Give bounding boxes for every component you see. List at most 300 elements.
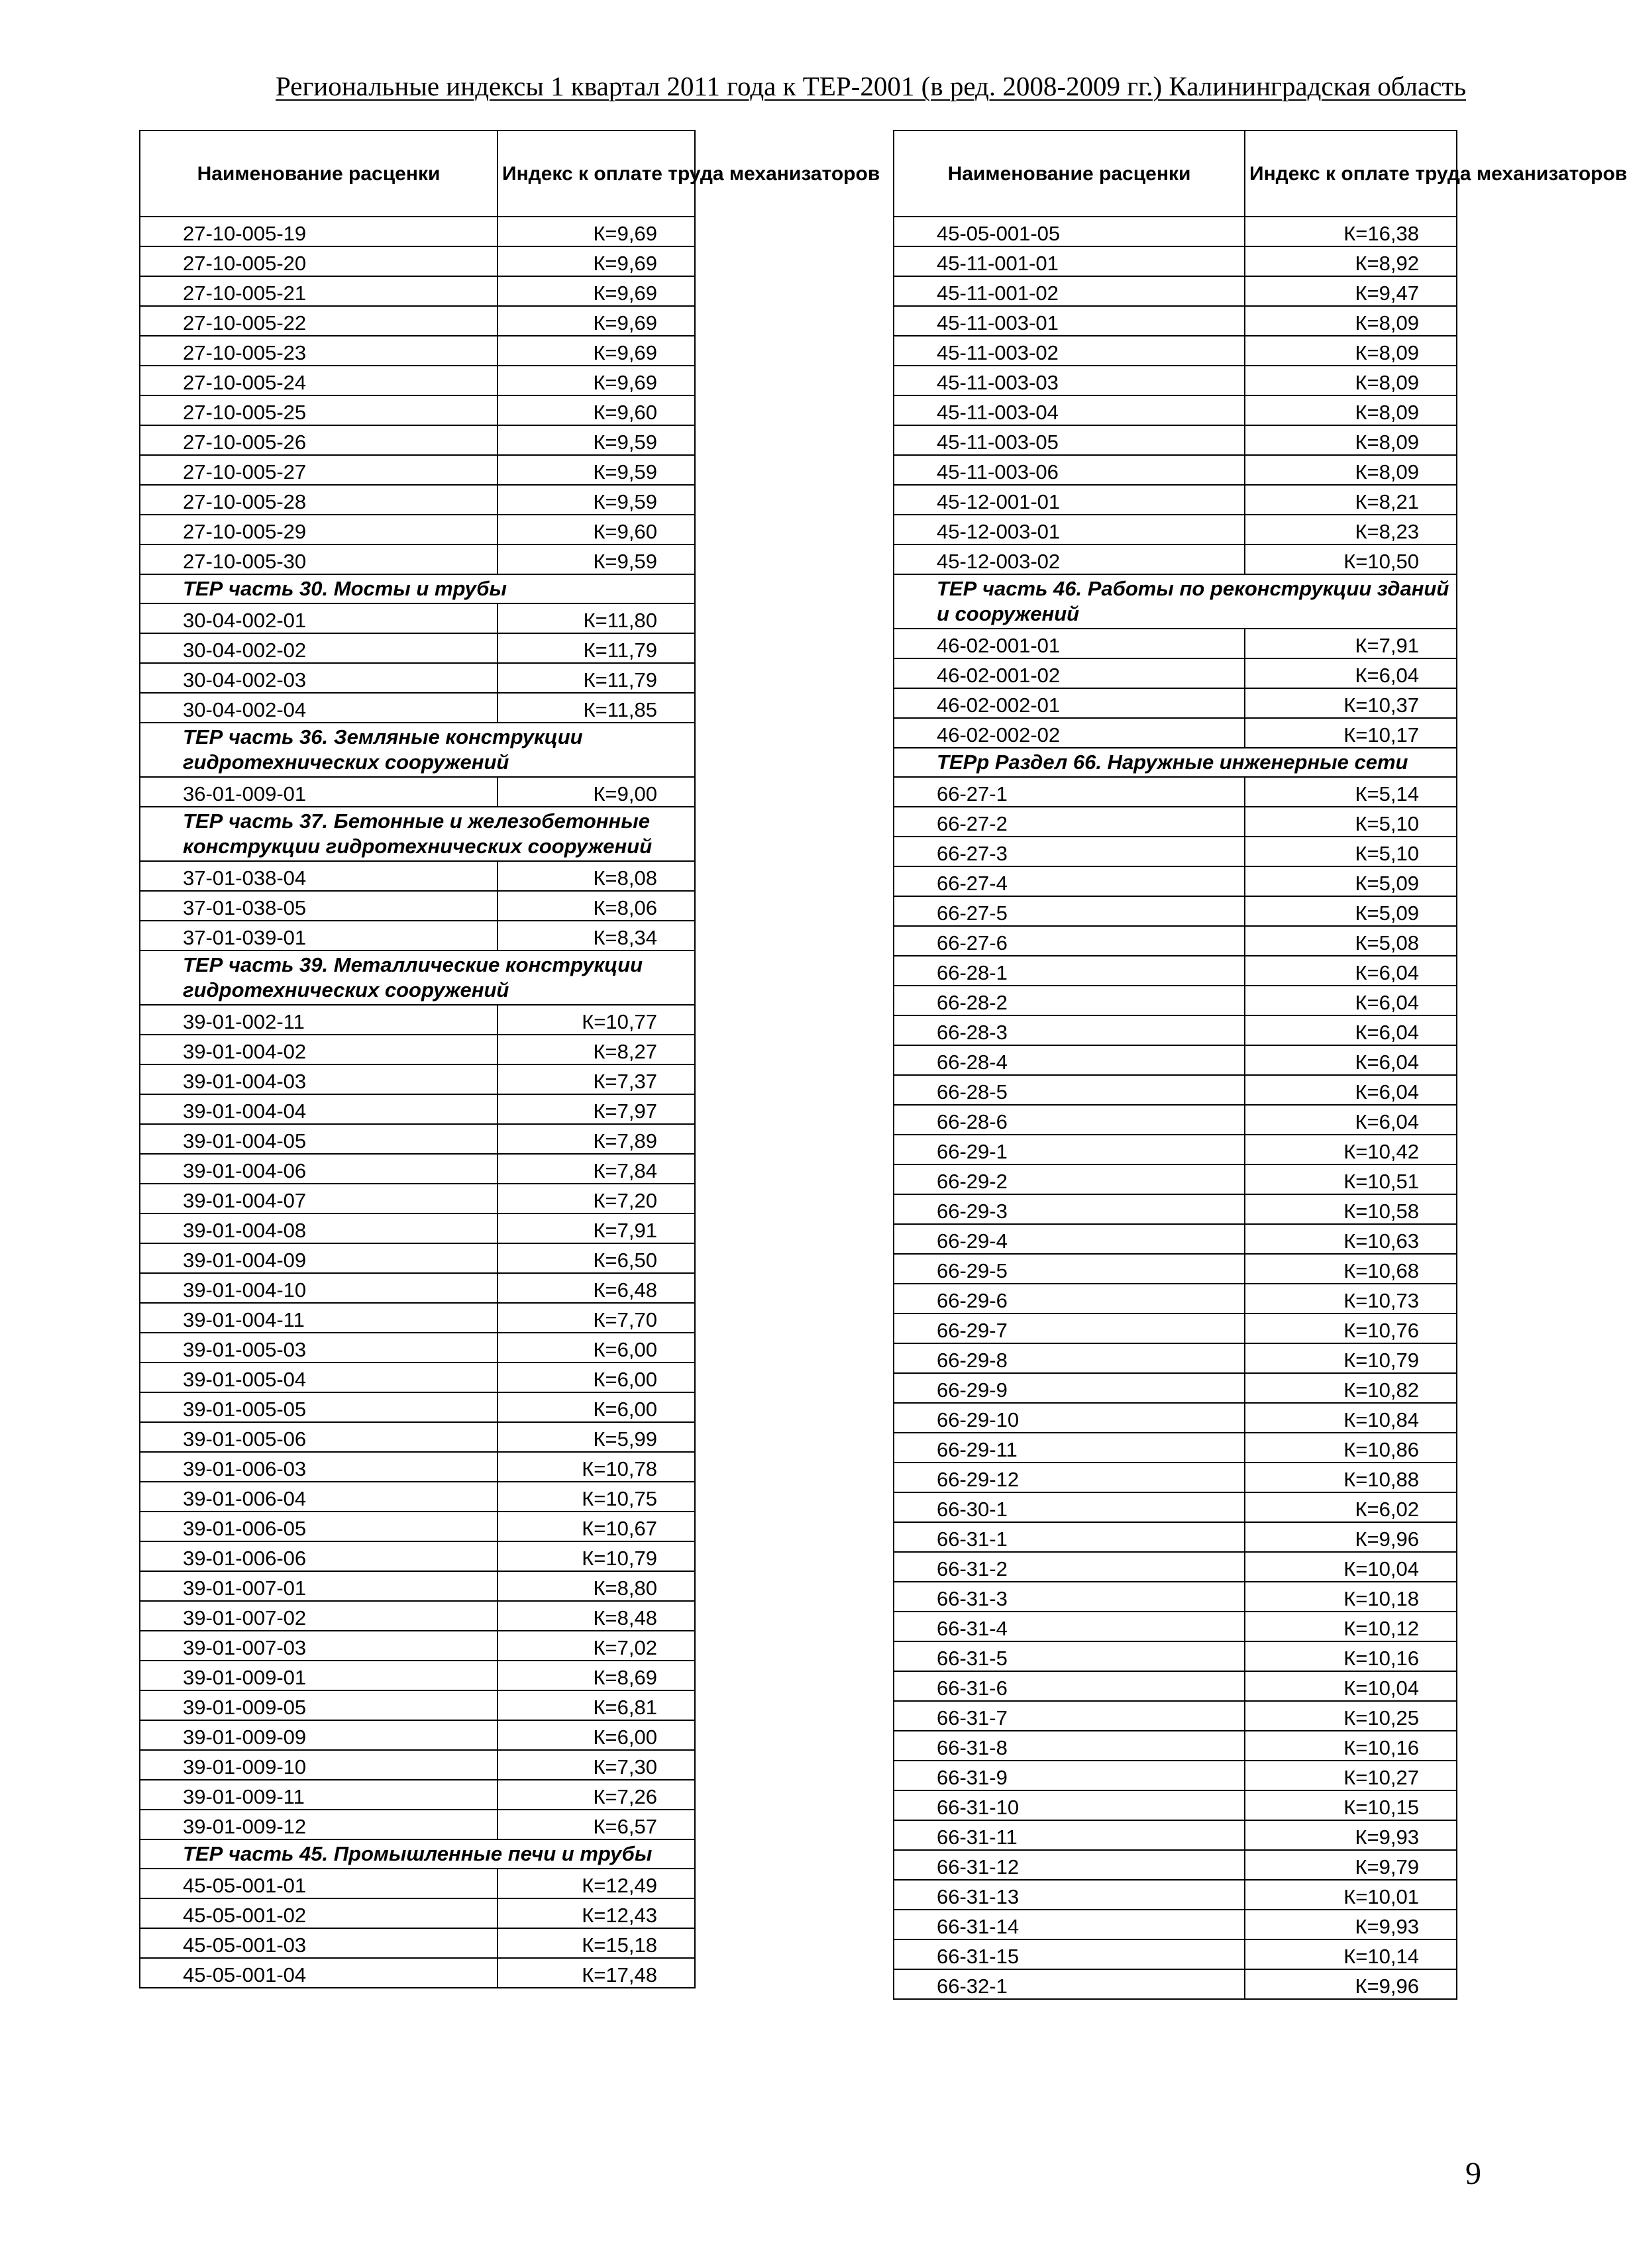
index-value-cell: К=9,59 — [498, 544, 695, 574]
index-value-cell: К=10,04 — [1245, 1552, 1457, 1582]
index-value-cell: К=5,14 — [1245, 777, 1457, 807]
rate-code-cell: 66-27-6 — [894, 926, 1245, 956]
index-value-cell: К=7,02 — [498, 1631, 695, 1661]
index-value-cell: К=10,12 — [1245, 1612, 1457, 1641]
index-value-cell: К=10,27 — [1245, 1761, 1457, 1790]
rate-code-cell: 39-01-009-11 — [140, 1780, 498, 1810]
rate-code-cell: 45-05-001-03 — [140, 1928, 498, 1958]
rate-code-cell: 45-12-003-01 — [894, 515, 1245, 544]
index-value-cell: К=10,18 — [1245, 1582, 1457, 1612]
rate-code-cell: 66-31-11 — [894, 1820, 1245, 1850]
rate-code-cell: 45-12-001-01 — [894, 485, 1245, 515]
rate-code-cell: 66-31-9 — [894, 1761, 1245, 1790]
index-value-cell: К=8,09 — [1245, 395, 1457, 425]
table-row — [140, 246, 695, 276]
rate-code-cell: 27-10-005-27 — [140, 455, 498, 485]
rate-code-cell: 39-01-007-03 — [140, 1631, 498, 1661]
index-value-cell: К=10,04 — [1245, 1671, 1457, 1701]
rates-table-left — [139, 130, 880, 1988]
table-row — [894, 1045, 1457, 1075]
rate-code-cell: 39-01-002-11 — [140, 1005, 498, 1035]
table-row — [894, 1880, 1457, 1910]
table-row — [140, 1541, 695, 1571]
table-row — [140, 1213, 695, 1243]
index-value-cell: К=10,79 — [498, 1541, 695, 1571]
rate-code-cell: 66-27-3 — [894, 837, 1245, 866]
rate-code-cell: 39-01-006-06 — [140, 1541, 498, 1571]
rate-code-cell: 39-01-009-12 — [140, 1810, 498, 1839]
rate-code-cell: 27-10-005-25 — [140, 395, 498, 425]
index-value-cell: К=8,09 — [1245, 306, 1457, 336]
table-row — [140, 1869, 695, 1898]
rate-code-cell: 66-27-1 — [894, 777, 1245, 807]
index-value-cell: К=10,25 — [1245, 1701, 1457, 1731]
rate-code-cell: 66-31-2 — [894, 1552, 1245, 1582]
index-value-cell: К=6,04 — [1245, 1075, 1457, 1105]
table-row — [894, 1314, 1457, 1343]
rate-code-cell: 45-11-003-06 — [894, 455, 1245, 485]
table-header-row — [894, 130, 1457, 217]
rate-code-cell: 27-10-005-28 — [140, 485, 498, 515]
rate-code-cell: 66-31-10 — [894, 1790, 1245, 1820]
rate-code-cell: 45-11-003-04 — [894, 395, 1245, 425]
table-row — [894, 1820, 1457, 1850]
index-value-cell: К=10,75 — [498, 1482, 695, 1512]
index-value-cell: К=9,93 — [1245, 1820, 1457, 1850]
table-row — [140, 1184, 695, 1213]
index-value-cell: К=10,67 — [498, 1512, 695, 1541]
rate-code-cell: 66-28-4 — [894, 1045, 1245, 1075]
index-value-cell: К=11,80 — [498, 603, 695, 633]
rate-code-cell: 39-01-009-10 — [140, 1750, 498, 1780]
index-value-cell: К=8,80 — [498, 1571, 695, 1601]
table-row — [140, 1273, 695, 1303]
table-row — [894, 866, 1457, 896]
table-row — [894, 1343, 1457, 1373]
index-value-cell: К=9,69 — [498, 217, 695, 246]
rate-code-cell: 30-04-002-01 — [140, 603, 498, 633]
table-row — [140, 663, 695, 693]
index-value-cell: К=10,14 — [1245, 1939, 1457, 1969]
rate-code-cell: 66-28-6 — [894, 1105, 1245, 1135]
index-value-cell: К=7,91 — [1245, 629, 1457, 658]
table-row — [894, 1284, 1457, 1314]
table-row — [140, 395, 695, 425]
table-row — [140, 425, 695, 455]
table-row — [140, 1780, 695, 1810]
index-value-cell: К=9,60 — [498, 395, 695, 425]
index-value-cell: К=6,04 — [1245, 956, 1457, 986]
index-value-cell: К=5,10 — [1245, 837, 1457, 866]
index-value-cell: К=9,47 — [1245, 276, 1457, 306]
index-value-cell: К=10,76 — [1245, 1314, 1457, 1343]
section-row — [894, 574, 1457, 629]
index-value-cell: К=12,43 — [498, 1898, 695, 1928]
table-row — [140, 1631, 695, 1661]
section-row — [140, 807, 695, 861]
index-value-cell: К=10,42 — [1245, 1135, 1457, 1164]
index-value-cell: К=17,48 — [498, 1958, 695, 1988]
table-row — [894, 777, 1457, 807]
index-value-cell: К=7,84 — [498, 1154, 695, 1184]
page-title: Региональные индексы 1 квартал 2011 года к ТЕР-2001 (в ред. 2008-2009 гг.) Калининградская область — [276, 71, 1467, 101]
table-row — [140, 485, 695, 515]
table-row — [140, 1601, 695, 1631]
table-row — [140, 1303, 695, 1333]
section-title: ТЕР часть 37. Бетонные и железобетонные конструкции гидротехнических сооружений — [140, 807, 695, 861]
rate-code-cell: 66-31-13 — [894, 1880, 1245, 1910]
rate-code-cell: 39-01-004-04 — [140, 1094, 498, 1124]
rate-code-cell: 66-31-6 — [894, 1671, 1245, 1701]
rate-code-cell: 27-10-005-20 — [140, 246, 498, 276]
index-value-cell: К=11,79 — [498, 663, 695, 693]
section-row — [140, 951, 695, 1005]
rate-code-cell: 66-30-1 — [894, 1492, 1245, 1522]
rate-code-cell: 45-05-001-05 — [894, 217, 1245, 246]
rate-code-cell: 45-05-001-01 — [140, 1869, 498, 1898]
index-value-cell: К=5,09 — [1245, 866, 1457, 896]
table-row — [140, 777, 695, 807]
index-value-cell: К=10,16 — [1245, 1641, 1457, 1671]
table-row — [894, 1492, 1457, 1522]
table-row — [894, 1612, 1457, 1641]
rate-code-cell: 66-28-2 — [894, 986, 1245, 1015]
column-header-name: Наименование расценки — [140, 130, 498, 217]
rate-code-cell: 66-27-4 — [894, 866, 1245, 896]
index-value-cell: К=6,81 — [498, 1690, 695, 1720]
rate-code-cell: 27-10-005-21 — [140, 276, 498, 306]
rate-code-cell: 66-31-14 — [894, 1910, 1245, 1939]
index-value-cell: К=8,92 — [1245, 246, 1457, 276]
rate-code-cell: 39-01-004-08 — [140, 1213, 498, 1243]
index-value-cell: К=10,51 — [1245, 1164, 1457, 1194]
rate-code-cell: 45-11-003-03 — [894, 366, 1245, 395]
table-row — [140, 1512, 695, 1541]
table-row — [894, 1790, 1457, 1820]
index-value-cell: К=10,84 — [1245, 1403, 1457, 1433]
index-value-cell: К=8,21 — [1245, 485, 1457, 515]
table-row — [140, 1064, 695, 1094]
index-value-cell: К=10,17 — [1245, 718, 1457, 748]
rate-code-cell: 66-27-2 — [894, 807, 1245, 837]
table-row — [894, 1671, 1457, 1701]
rate-code-cell: 27-10-005-24 — [140, 366, 498, 395]
table-row — [894, 718, 1457, 748]
index-value-cell: К=9,69 — [498, 336, 695, 366]
index-value-cell: К=9,59 — [498, 455, 695, 485]
table-row — [894, 1761, 1457, 1790]
index-value-cell: К=10,77 — [498, 1005, 695, 1035]
index-value-cell: К=6,57 — [498, 1810, 695, 1839]
table-row — [894, 455, 1457, 485]
table-row — [894, 1075, 1457, 1105]
index-value-cell: К=5,10 — [1245, 807, 1457, 837]
table-row — [140, 891, 695, 921]
index-value-cell: К=15,18 — [498, 1928, 695, 1958]
rates-table-right-body — [894, 217, 1457, 1999]
table-row — [894, 1224, 1457, 1254]
rate-code-cell: 27-10-005-26 — [140, 425, 498, 455]
index-value-cell: К=9,79 — [1245, 1850, 1457, 1880]
rate-code-cell: 66-29-3 — [894, 1194, 1245, 1224]
rate-code-cell: 39-01-006-05 — [140, 1512, 498, 1541]
index-value-cell: К=10,88 — [1245, 1463, 1457, 1492]
rate-code-cell: 45-11-001-02 — [894, 276, 1245, 306]
rate-code-cell: 39-01-009-01 — [140, 1661, 498, 1690]
index-value-cell: К=10,50 — [1245, 544, 1457, 574]
index-value-cell: К=7,37 — [498, 1064, 695, 1094]
index-value-cell: К=9,96 — [1245, 1969, 1457, 1999]
section-title: ТЕР часть 46. Работы по реконструкции зданий и сооружений — [894, 574, 1457, 629]
rate-code-cell: 39-01-009-05 — [140, 1690, 498, 1720]
table-row — [140, 515, 695, 544]
table-row — [140, 1243, 695, 1273]
rate-code-cell: 39-01-007-02 — [140, 1601, 498, 1631]
rates-table-right — [893, 130, 1627, 2000]
table-row — [140, 455, 695, 485]
index-value-cell: К=9,59 — [498, 485, 695, 515]
table-row — [140, 544, 695, 574]
table-row — [894, 246, 1457, 276]
rate-code-cell: 37-01-038-04 — [140, 861, 498, 891]
table-row — [894, 395, 1457, 425]
page-number: 9 — [1465, 2156, 1481, 2191]
index-value-cell: К=10,73 — [1245, 1284, 1457, 1314]
section-title: ТЕР часть 30. Мосты и трубы — [140, 574, 695, 603]
rate-code-cell: 30-04-002-02 — [140, 633, 498, 663]
rate-code-cell: 45-11-003-05 — [894, 425, 1245, 455]
index-value-cell: К=10,37 — [1245, 688, 1457, 718]
table-row — [894, 1969, 1457, 1999]
table-row — [140, 1750, 695, 1780]
rate-code-cell: 66-28-3 — [894, 1015, 1245, 1045]
table-row — [894, 807, 1457, 837]
rate-code-cell: 66-29-12 — [894, 1463, 1245, 1492]
table-row — [894, 276, 1457, 306]
table-row — [140, 603, 695, 633]
table-row — [894, 1194, 1457, 1224]
table-row — [894, 837, 1457, 866]
index-value-cell: К=10,68 — [1245, 1254, 1457, 1284]
rate-code-cell: 27-10-005-29 — [140, 515, 498, 544]
index-value-cell: К=7,91 — [498, 1213, 695, 1243]
rate-code-cell: 66-31-8 — [894, 1731, 1245, 1761]
rate-code-cell: 45-05-001-02 — [140, 1898, 498, 1928]
index-value-cell: К=10,58 — [1245, 1194, 1457, 1224]
rate-code-cell: 27-10-005-23 — [140, 336, 498, 366]
table-row — [140, 1094, 695, 1124]
index-value-cell: К=12,49 — [498, 1869, 695, 1898]
index-value-cell: К=6,00 — [498, 1392, 695, 1422]
index-value-cell: К=9,69 — [498, 366, 695, 395]
table-row — [894, 956, 1457, 986]
rate-code-cell: 66-29-7 — [894, 1314, 1245, 1343]
rate-code-cell: 66-31-15 — [894, 1939, 1245, 1969]
index-value-cell: К=6,00 — [498, 1333, 695, 1363]
table-row — [894, 425, 1457, 455]
table-row — [140, 1035, 695, 1064]
rate-code-cell: 36-01-009-01 — [140, 777, 498, 807]
rate-code-cell: 66-29-5 — [894, 1254, 1245, 1284]
table-row — [140, 693, 695, 723]
table-row — [894, 896, 1457, 926]
table-row — [894, 1164, 1457, 1194]
section-row — [140, 1839, 695, 1869]
index-value-cell: К=9,96 — [1245, 1522, 1457, 1552]
index-value-cell: К=8,09 — [1245, 425, 1457, 455]
index-value-cell: К=9,69 — [498, 276, 695, 306]
table-row — [140, 1005, 695, 1035]
table-row — [894, 1850, 1457, 1880]
table-row — [894, 1254, 1457, 1284]
table-row — [894, 1582, 1457, 1612]
index-value-cell: К=9,93 — [1245, 1910, 1457, 1939]
index-value-cell: К=8,09 — [1245, 366, 1457, 395]
table-row — [140, 921, 695, 951]
section-title: ТЕР часть 39. Металлические конструкции гидротехнических сооружений — [140, 951, 695, 1005]
index-value-cell: К=10,82 — [1245, 1373, 1457, 1403]
table-row — [894, 986, 1457, 1015]
rate-code-cell: 66-31-3 — [894, 1582, 1245, 1612]
index-value-cell: К=9,60 — [498, 515, 695, 544]
rate-code-cell: 66-29-11 — [894, 1433, 1245, 1463]
index-value-cell: К=10,01 — [1245, 1880, 1457, 1910]
rate-code-cell: 46-02-001-02 — [894, 658, 1245, 688]
rate-code-cell: 39-01-007-01 — [140, 1571, 498, 1601]
rate-code-cell: 66-29-8 — [894, 1343, 1245, 1373]
table-row — [140, 1422, 695, 1452]
rate-code-cell: 66-29-6 — [894, 1284, 1245, 1314]
table-row — [894, 1373, 1457, 1403]
index-value-cell: К=8,09 — [1245, 455, 1457, 485]
table-row — [140, 1720, 695, 1750]
index-value-cell: К=6,04 — [1245, 658, 1457, 688]
index-value-cell: К=8,08 — [498, 861, 695, 891]
index-value-cell: К=8,48 — [498, 1601, 695, 1631]
table-row — [140, 217, 695, 246]
table-row — [894, 1433, 1457, 1463]
table-row — [894, 544, 1457, 574]
rate-code-cell: 39-01-005-04 — [140, 1363, 498, 1392]
table-row — [894, 1701, 1457, 1731]
index-value-cell: К=7,26 — [498, 1780, 695, 1810]
rate-code-cell: 46-02-002-02 — [894, 718, 1245, 748]
table-row — [140, 1392, 695, 1422]
index-value-cell: К=5,09 — [1245, 896, 1457, 926]
rate-code-cell: 66-31-12 — [894, 1850, 1245, 1880]
index-value-cell: К=7,30 — [498, 1750, 695, 1780]
table-row — [894, 1403, 1457, 1433]
table-row — [140, 276, 695, 306]
rate-code-cell: 66-31-4 — [894, 1612, 1245, 1641]
table-row — [894, 1105, 1457, 1135]
table-row — [140, 1452, 695, 1482]
column-header-name: Наименование расценки — [894, 130, 1245, 217]
rate-code-cell: 66-27-5 — [894, 896, 1245, 926]
index-value-cell: К=6,04 — [1245, 1015, 1457, 1045]
table-row — [894, 1135, 1457, 1164]
rate-code-cell: 39-01-004-07 — [140, 1184, 498, 1213]
rate-code-cell: 45-12-003-02 — [894, 544, 1245, 574]
index-value-cell: К=6,04 — [1245, 1045, 1457, 1075]
table-row — [894, 629, 1457, 658]
table-row — [894, 658, 1457, 688]
table-row — [140, 366, 695, 395]
section-row — [140, 574, 695, 603]
table-row — [894, 515, 1457, 544]
table-row — [894, 1731, 1457, 1761]
index-value-cell: К=6,48 — [498, 1273, 695, 1303]
table-row — [894, 1463, 1457, 1492]
index-value-cell: К=8,23 — [1245, 515, 1457, 544]
rate-code-cell: 39-01-004-06 — [140, 1154, 498, 1184]
table-row — [894, 485, 1457, 515]
table-row — [894, 336, 1457, 366]
index-value-cell: К=9,69 — [498, 306, 695, 336]
index-value-cell: К=8,69 — [498, 1661, 695, 1690]
index-value-cell: К=6,02 — [1245, 1492, 1457, 1522]
rate-code-cell: 27-10-005-22 — [140, 306, 498, 336]
index-value-cell: К=10,63 — [1245, 1224, 1457, 1254]
rate-code-cell: 45-11-003-01 — [894, 306, 1245, 336]
column-header-index: Индекс к оплате труда механизаторов — [1245, 130, 1457, 217]
table-row — [140, 1571, 695, 1601]
rate-code-cell: 46-02-002-01 — [894, 688, 1245, 718]
table-row — [894, 217, 1457, 246]
section-row — [140, 723, 695, 777]
rates-table-left-body — [140, 217, 695, 1988]
index-value-cell: К=16,38 — [1245, 217, 1457, 246]
table-row — [140, 1690, 695, 1720]
index-value-cell: К=10,79 — [1245, 1343, 1457, 1373]
rate-code-cell: 39-01-005-03 — [140, 1333, 498, 1363]
rate-code-cell: 66-31-5 — [894, 1641, 1245, 1671]
rate-code-cell: 39-01-004-09 — [140, 1243, 498, 1273]
section-title: ТЕР часть 36. Земляные конструкции гидротехнических сооружений — [140, 723, 695, 777]
rate-code-cell: 66-28-5 — [894, 1075, 1245, 1105]
index-value-cell: К=6,04 — [1245, 1105, 1457, 1135]
table-row — [894, 926, 1457, 956]
table-row — [140, 633, 695, 663]
index-value-cell: К=7,20 — [498, 1184, 695, 1213]
rate-code-cell: 66-28-1 — [894, 956, 1245, 986]
index-value-cell: К=9,59 — [498, 425, 695, 455]
rate-code-cell: 39-01-004-02 — [140, 1035, 498, 1064]
rate-code-cell: 66-29-4 — [894, 1224, 1245, 1254]
table-row — [140, 1958, 695, 1988]
index-value-cell: К=9,69 — [498, 246, 695, 276]
table-row — [894, 366, 1457, 395]
rate-code-cell: 30-04-002-03 — [140, 663, 498, 693]
rate-code-cell: 30-04-002-04 — [140, 693, 498, 723]
rate-code-cell: 39-01-004-11 — [140, 1303, 498, 1333]
rate-code-cell: 45-11-003-02 — [894, 336, 1245, 366]
index-value-cell: К=10,78 — [498, 1452, 695, 1482]
table-row — [894, 1910, 1457, 1939]
table-row — [894, 1522, 1457, 1552]
index-value-cell: К=6,00 — [498, 1363, 695, 1392]
table-row — [894, 1552, 1457, 1582]
rate-code-cell: 66-31-7 — [894, 1701, 1245, 1731]
rate-code-cell: 39-01-004-03 — [140, 1064, 498, 1094]
index-value-cell: К=8,09 — [1245, 336, 1457, 366]
table-row — [894, 1939, 1457, 1969]
table-header-row — [140, 130, 695, 217]
rate-code-cell: 66-32-1 — [894, 1969, 1245, 1999]
rate-code-cell: 27-10-005-19 — [140, 217, 498, 246]
index-value-cell: К=7,70 — [498, 1303, 695, 1333]
table-row — [140, 306, 695, 336]
